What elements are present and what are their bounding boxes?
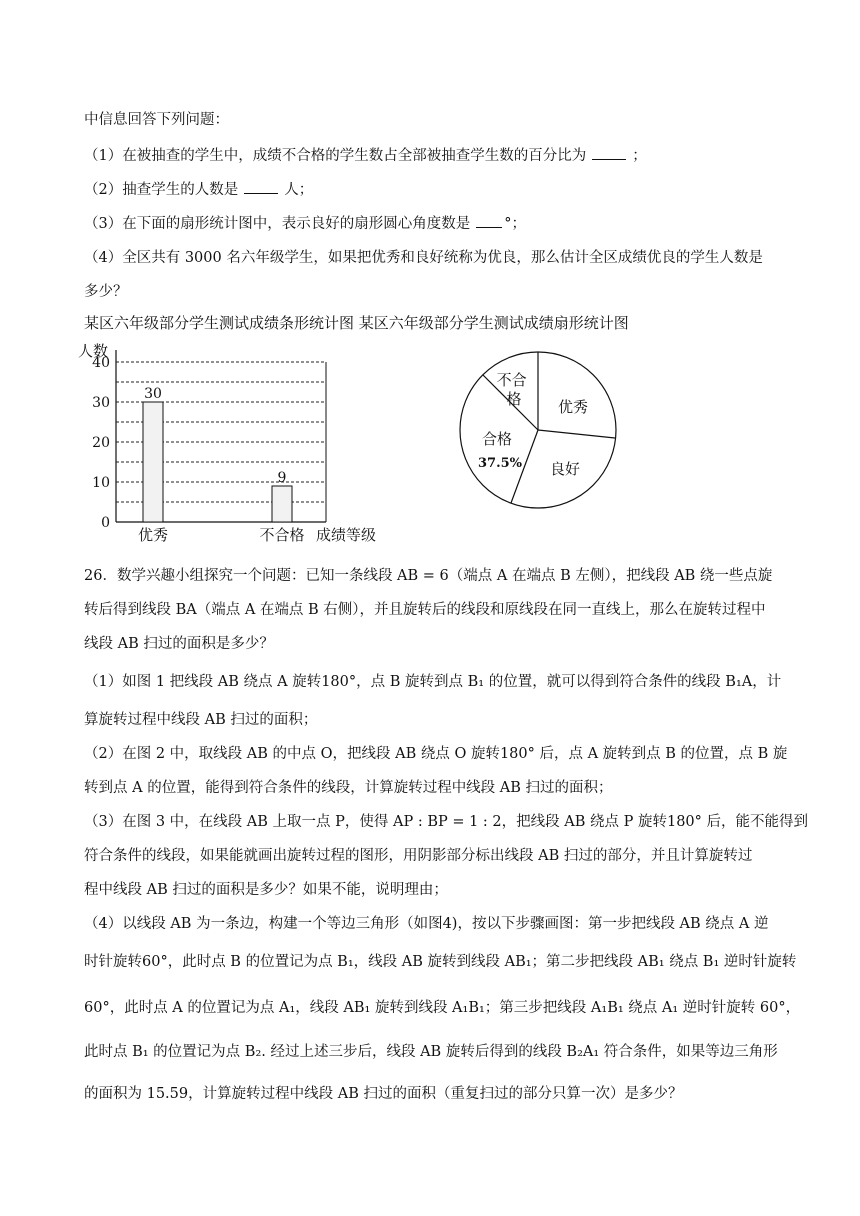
y-tick-label: 30 bbox=[92, 395, 110, 411]
slice-label-buhege: 不合 格 bbox=[496, 371, 527, 408]
intro-text: 中信息回答下列问题： bbox=[84, 112, 229, 128]
question-2-text: （2）抽查学生的人数是 bbox=[84, 182, 239, 198]
problem-26-part-3-b: 符合条件的线段，如果能就画出旋转过程的图形，用阴影部分标出线段 AB 扫过的部分，并且计算旋转过 bbox=[84, 848, 753, 864]
bar-chart bbox=[70, 336, 410, 548]
problem-26-part-3-c: 程中线段 AB 扫过的面积是多少？如果不能，说明理由； bbox=[84, 882, 448, 898]
problem-26-line-1: 26．数学兴趣小组探究一个问题：已知一条线段 AB = 6（端点 A 在端点 B 左侧），把线段 AB 绕一些点旋 bbox=[84, 568, 773, 584]
bar-1 bbox=[143, 402, 163, 522]
problem-26-part-4-b: 时针旋转60°，此时点 B 的位置记为点 B₁，线段 AB 旋转到线段 AB₁；第二步把线段 AB₁ 绕点 B₁ 逆时针旋转 bbox=[84, 954, 797, 970]
y-tick-labels bbox=[92, 355, 110, 531]
slice-label-lianghao: 良好 bbox=[550, 460, 581, 478]
chart-titles: 某区六年级部分学生测试成绩条形统计图 某区六年级部分学生测试成绩扇形统计图 bbox=[84, 314, 629, 332]
slice-label-hege: 合格 bbox=[482, 430, 513, 448]
problem-26-part-4-e: 的面积为 15.59，计算旋转过程中线段 AB 扫过的面积（重复扫过的部分只算一次）是多少？ bbox=[84, 1086, 683, 1102]
x-axis-label: 成绩等级 bbox=[316, 526, 377, 544]
problem-26-part-3-a: （3）在图 3 中，在线段 AB 上取一点 P，使得 AP : BP = 1 : 2，把线段 AB 绕点 P 旋转180° 后，能不能得到 bbox=[84, 814, 809, 830]
problem-26-part-2-b: 转到点 A 的位置，能得到符合条件的线段，计算旋转过程中线段 AB 扫过的面积； bbox=[84, 780, 613, 796]
slice-label-youxiu: 优秀 bbox=[558, 398, 589, 416]
question-3-text: （3）在下面的扇形统计图中，表示良好的扇形圆心角度数是 bbox=[84, 216, 471, 232]
problem-26-part-4-a: （4）以线段 AB 为一条边，构建一个等边三角形（如图4)，按以下步骤画图：第一步把线段 AB 绕点 A 逆 bbox=[84, 916, 769, 932]
slice-percent-hege: 37.5% bbox=[478, 456, 523, 471]
question-1-end: ； bbox=[632, 148, 647, 164]
problem-26-line-2: 转后得到线段 BA（端点 A 在端点 B 右侧），并且旋转后的线段和原线段在同一直线上，那么在旋转过程中 bbox=[84, 602, 766, 618]
y-axis-label: 人数 bbox=[78, 342, 109, 360]
question-1-text: （1）在被抽查的学生中，成绩不合格的学生数占全部被抽查学生数的百分比为 bbox=[84, 148, 587, 164]
pie-chart bbox=[456, 348, 626, 518]
question-3 bbox=[84, 212, 526, 233]
problem-26-part-4-c: 60°，此时点 A 的位置记为点 A₁，线段 AB₁ 旋转到线段 A₁B₁；第三步把线段 A₁B₁ 绕点 A₁ 逆时针旋转 60°， bbox=[84, 1000, 801, 1016]
problem-26-line-3: 线段 AB 扫过的面积是多少？ bbox=[84, 636, 274, 652]
problem-26-part-1-a: （1）如图 1 把线段 AB 绕点 A 旋转180°，点 B 旋转到点 B₁ 的位置，就可以得到符合条件的线段 B₁A，计 bbox=[84, 674, 782, 690]
bar-2 bbox=[272, 486, 292, 522]
answer-blank-2[interactable] bbox=[244, 179, 278, 194]
problem-26-part-1-b: 算旋转过程中线段 AB 扫过的面积； bbox=[84, 712, 318, 728]
question-4-line-1: （4）全区共有 3000 名六年级学生，如果把优秀和良好统称为优良，那么估计全区成绩优良的学生人数是 bbox=[84, 250, 763, 266]
problem-26-part-2-a: （2）在图 2 中，取线段 AB 的中点 O，把线段 AB 绕点 O 旋转180° 后，点 A 旋转到点 B 的位置，点 B 旋 bbox=[84, 746, 788, 762]
x-tick-labels bbox=[138, 526, 305, 544]
question-4-line-2: 多少？ bbox=[84, 284, 128, 300]
answer-blank-1[interactable] bbox=[592, 145, 626, 160]
y-tick-label: 20 bbox=[92, 435, 110, 451]
problem-26-part-4-d: 此时点 B₁ 的位置记为点 B₂. 经过上述三步后，线段 AB 旋转后得到的线段 B₂A₁ 符合条件，如果等边三角形 bbox=[84, 1044, 778, 1060]
y-tick-label: 10 bbox=[92, 475, 110, 491]
bar-data-label: 9 bbox=[277, 470, 287, 486]
y-tick-label: 0 bbox=[101, 515, 110, 531]
x-tick-label: 优秀 bbox=[137, 526, 169, 544]
question-2-end: 人； bbox=[284, 182, 314, 198]
answer-blank-3[interactable] bbox=[476, 213, 502, 228]
question-3-end: °； bbox=[504, 216, 526, 232]
bar-data-label: 30 bbox=[144, 386, 162, 402]
x-tick-label: 不合格 bbox=[259, 526, 305, 544]
question-2 bbox=[84, 178, 313, 199]
question-1 bbox=[84, 144, 647, 165]
y-tick-label: 40 bbox=[92, 355, 110, 371]
